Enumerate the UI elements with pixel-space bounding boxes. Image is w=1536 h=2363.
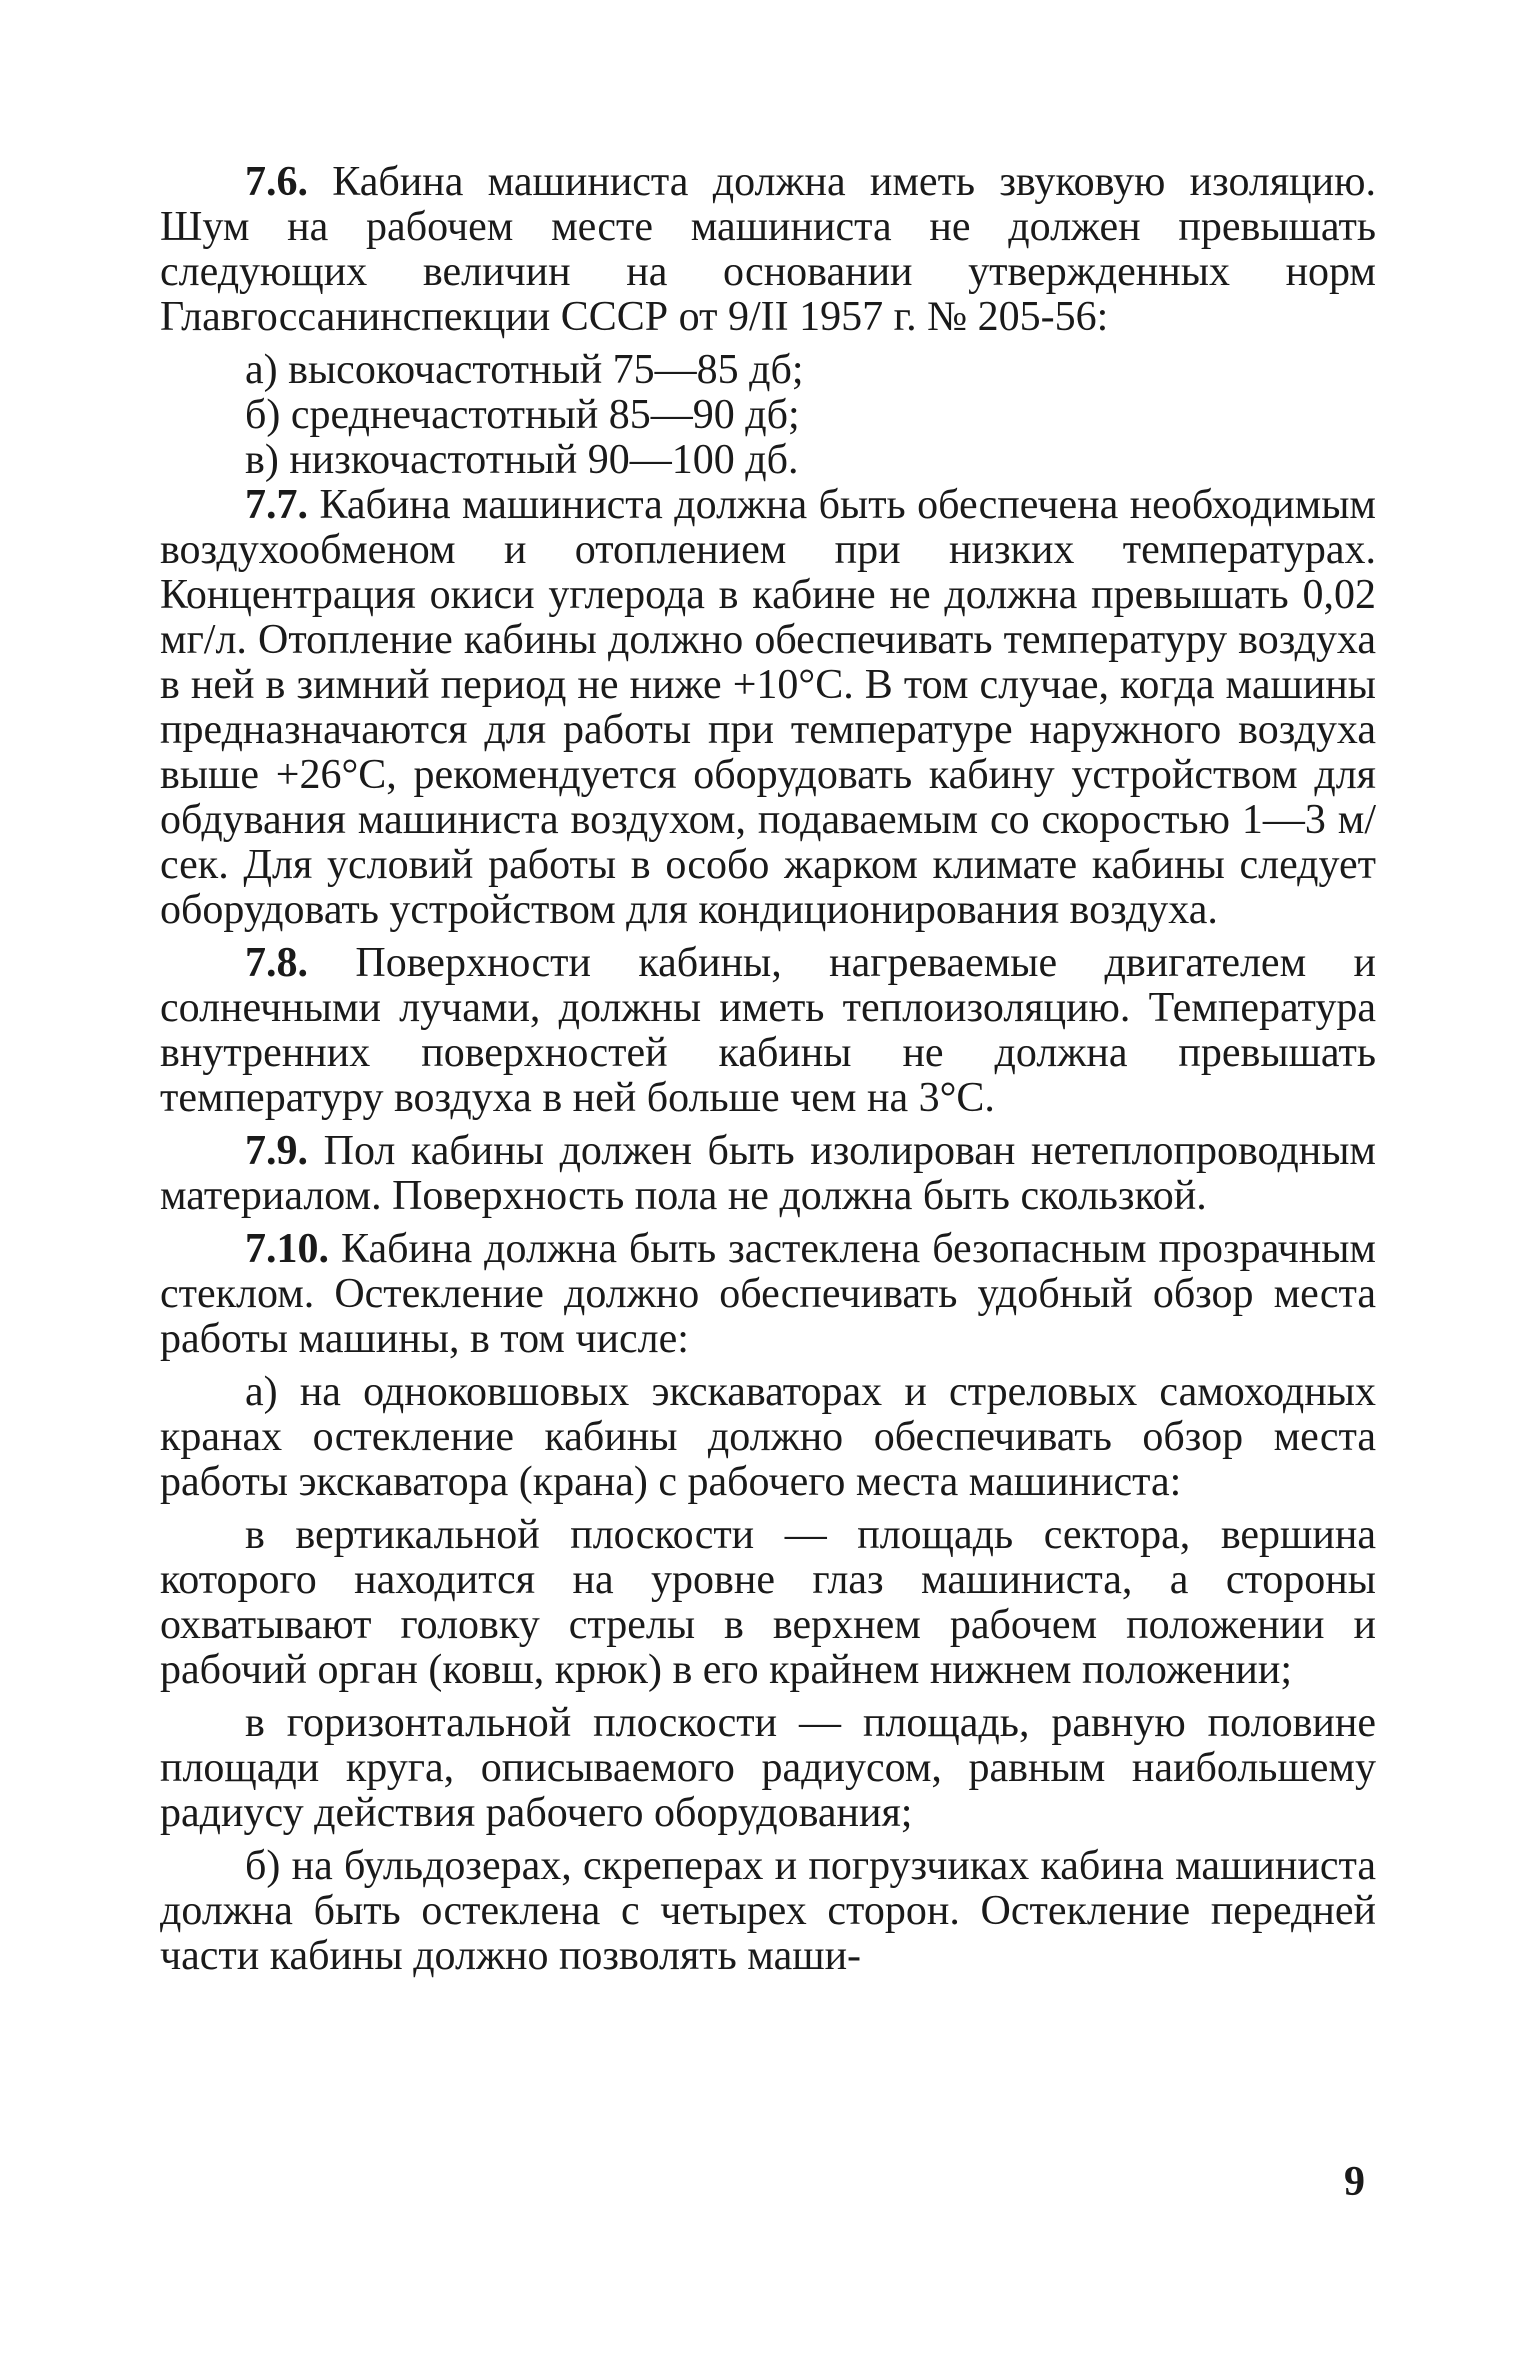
section-number: 7.7. — [245, 482, 308, 528]
section-number: 7.6. — [245, 159, 308, 205]
list-item-c: в) низкочастотный 90—100 дб. — [245, 437, 799, 483]
section-7-8 — [160, 941, 1376, 1121]
list-item-b: б) на бульдозерах, скреперах и погрузчиках кабина машиниста должна быть остеклена с четырех сторон. Остекление передней части кабины должно позволять маши- — [160, 1843, 1376, 1979]
page-number: 9 — [1344, 2159, 1365, 2205]
section-7-10 — [160, 1227, 1376, 1362]
section-number: 7.8. — [245, 940, 308, 986]
section-text: Поверхности кабины, нагреваемые двигателем и солнечными лучами, должны иметь теплоизоляцию. Температура внутренних поверхностей кабины не должна превышать температуру воздуха в ней больше чем на 3°С. — [160, 940, 1377, 1121]
list-item-a: а) высокочастотный 75—85 дб; — [245, 347, 804, 393]
section-number: 7.9. — [245, 1128, 308, 1174]
section-7-9 — [160, 1129, 1376, 1219]
document-page — [160, 160, 1376, 1987]
list-item-b: б) среднечастотный 85—90 дб; — [245, 392, 800, 438]
section-text: Кабина должна быть застеклена безопасным прозрачным стеклом. Остекление должно обеспечивать удобный обзор места работы машины, в том числе: — [160, 1226, 1377, 1362]
section-7-7 — [160, 483, 1376, 933]
section-text: Кабина машиниста должна быть обеспечена необходимым воздухообменом и отоплением при низких температурах. Концентрация окиси углерода в кабине не должна превышать 0,02 мг/л. Отопление кабины должно обеспечивать температуру воздуха в ней в зимний период не ниже +10°С. В том случае, когда машины предназначаются для работы при температуре наружного воздуха выше +26°С, рекомендуется оборудовать кабину устройством для обдувания машиниста воздухом, подаваемым со скоростью 1—3 м/сек. Для условий работы в особо жарком климате кабины следует оборудовать устройством для кондиционирования воздуха. — [160, 482, 1377, 933]
section-text: Пол кабины должен быть изолирован нетеплопроводным материалом. Поверхность пола не должна быть скользкой. — [160, 1128, 1376, 1219]
vertical-plane-paragraph: в вертикальной плоскости — площадь сектора, вершина которого находится на уровне глаз машиниста, а стороны охватывают головку стрелы в верхнем рабочем положении и рабочий орган (ковш, крюк) в его крайнем нижнем положении; — [160, 1512, 1376, 1693]
horizontal-plane-paragraph: в горизонтальной плоскости — площадь, равную половине площади круга, описываемого радиусом, равным наибольшему радиусу действия рабочего оборудования; — [160, 1700, 1376, 1836]
list-item-a: а) на одноковшовых экскаваторах и стреловых самоходных кранах остекление кабины должно обеспечивать обзор места работы экскаватора (крана) с рабочего места машиниста: — [160, 1369, 1376, 1505]
section-text: Кабина машиниста должна иметь звуковую изоляцию. Шум на рабочем месте машиниста не должен превышать следующих величин на основании утвержденных норм Главгоссанинспекции СССР от 9/II 1957 г. № 205-56: — [160, 159, 1376, 340]
section-number: 7.10. — [245, 1226, 329, 1272]
section-7-6 — [160, 160, 1376, 340]
